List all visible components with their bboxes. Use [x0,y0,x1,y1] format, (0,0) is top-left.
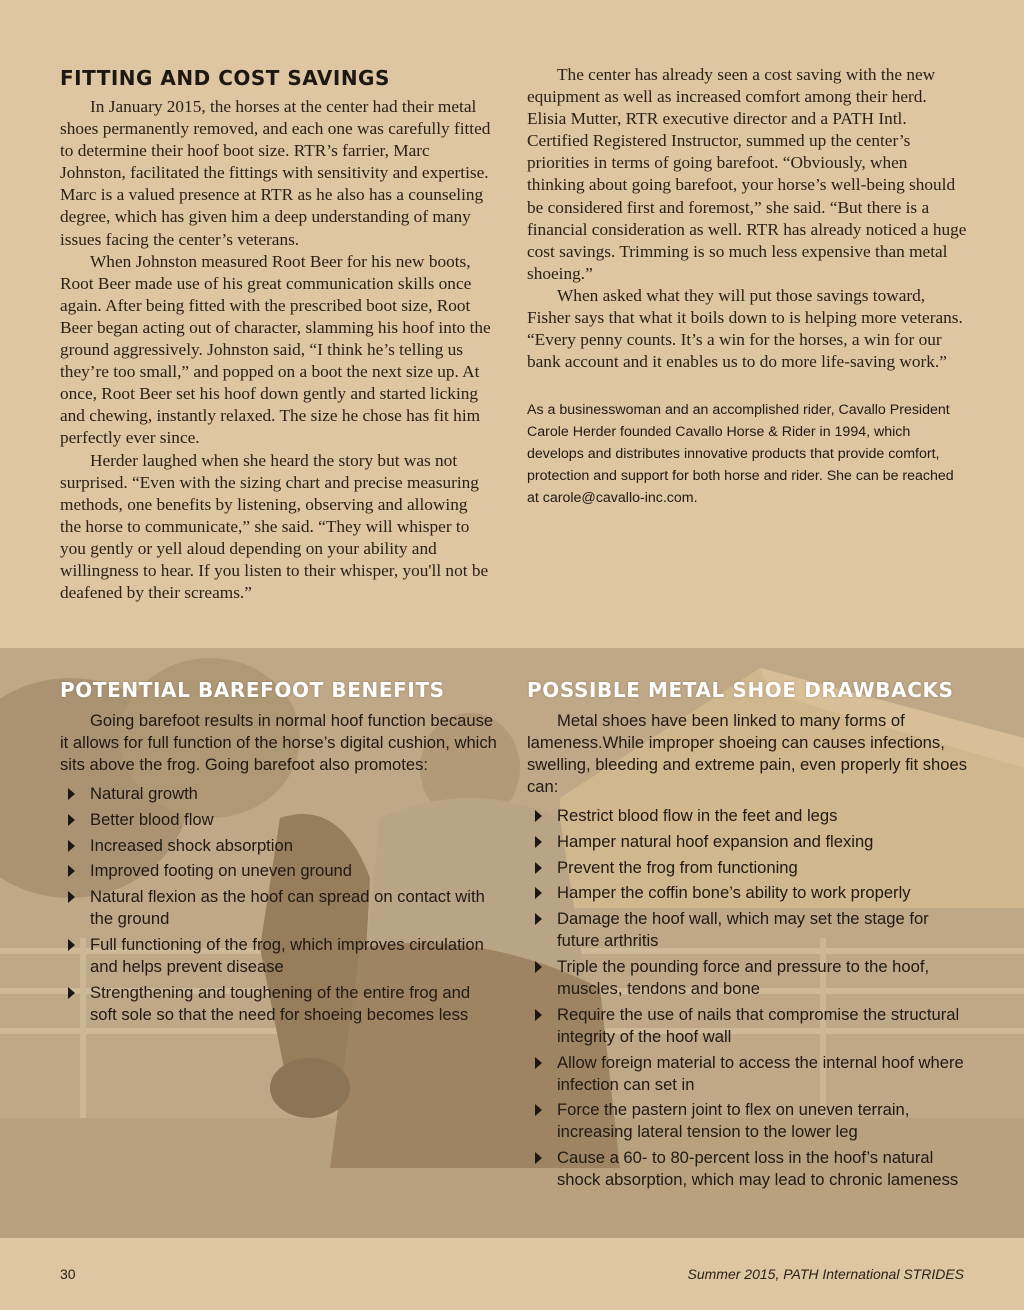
metal-shoe-drawbacks-section [527,678,972,1195]
list-item: Damage the hoof wall, which may set the stage for future arthritis [527,908,972,952]
triangle-bullet-icon [68,939,75,951]
drawbacks-list [527,805,972,1191]
list-item: Increased shock absorption [60,835,500,857]
list-item: Triple the pounding force and pressure to the hoof, muscles, tendons and bone [527,956,972,1000]
list-item: Improved footing on uneven ground [60,860,500,882]
fitting-paragraph-3: Herder laughed when she heard the story but was not surprised. “Even with the sizing chart and precise measuring methods, one benefits by listening, observing and allowing the horse to communicate,” she said. “They will whisper to you gently or yell aloud depending on your ability and willingness to hear. If you listen to their whisper, you'll not be deafened by their screams.” [60,450,489,603]
triangle-bullet-icon [68,865,75,877]
list-item: Full functioning of the frog, which improves circulation and helps prevent disease [60,934,500,978]
list-item: Allow foreign material to access the internal hoof where infection can set in [527,1052,972,1096]
list-item: Natural growth [60,783,500,805]
triangle-bullet-icon [535,961,542,973]
fitting-paragraph-2: When Johnston measured Root Beer for his new boots, Root Beer made use of his great communication skills once again. After being fitted with the prescribed boot size, Root Beer began acting out of character, slamming his hoof into the ground aggressively. Johnston said, “I think he’s telling us they’re too small,” and popped on a boot the next size up. At once, Root Beer set his hoof down gently and started licking and chewing, instantly relaxed. The size he chose has fit him perfectly ever since. [60,251,491,448]
list-item: Hamper the coffin bone’s ability to work properly [527,882,972,904]
triangle-bullet-icon [535,862,542,874]
list-item: Cause a 60- to 80-percent loss in the hoof’s natural shock absorption, which may lead to chronic lameness [527,1147,972,1191]
list-item: Force the pastern joint to flex on uneven terrain, increasing lateral tension to the lower leg [527,1099,972,1143]
benefits-heading: POTENTIAL BAREFOOT BENEFITS [60,678,445,702]
triangle-bullet-icon [535,836,542,848]
list-item: Require the use of nails that compromise the structural integrity of the hoof wall [527,1004,972,1048]
triangle-bullet-icon [535,887,542,899]
fitting-heading: FITTING AND COST SAVINGS [60,66,390,90]
benefits-list [60,783,500,1026]
list-item: Better blood flow [60,809,500,831]
publication-footer: Summer 2015, PATH International STRIDES [687,1266,964,1282]
drawbacks-intro: Metal shoes have been linked to many forms of lameness.While improper shoeing can causes infections, swelling, bleeding and extreme pain, even properly fit shoes can: [527,711,967,796]
triangle-bullet-icon [535,810,542,822]
triangle-bullet-icon [68,840,75,852]
savings-paragraph-1: The center has already seen a cost saving with the new equipment as well as increased comfort among their herd. Elisia Mutter, RTR executive director and a PATH Intl. Certified Registered Instructor, summed up the center’s priorities in terms of going barefoot. “Obviously, when thinking about going barefoot, your horse’s well-being should be considered first and foremost,” she said. “But there is a financial consideration as well. RTR has already noticed a huge cost savings. Trimming is so much less expensive than metal shoeing.” [527,65,967,283]
list-item: Hamper natural hoof expansion and flexing [527,831,972,853]
list-item: Prevent the frog from functioning [527,857,972,879]
barefoot-benefits-section [60,678,500,1030]
fitting-section [60,64,492,604]
cost-savings-continued [527,64,967,509]
list-item: Restrict blood flow in the feet and legs [527,805,972,827]
triangle-bullet-icon [68,814,75,826]
savings-paragraph-2: When asked what they will put those savings toward, Fisher says that what it boils down to is helping more veterans. “Every penny counts. It’s a win for the horses, a win for our bank account and it enables us to do more life-saving work.” [527,285,963,372]
triangle-bullet-icon [68,788,75,800]
benefits-intro: Going barefoot results in normal hoof function because it allows for full function of the horse’s digital cushion, which sits above the frog. Going barefoot also promotes: [60,711,497,774]
triangle-bullet-icon [68,987,75,999]
triangle-bullet-icon [535,1104,542,1116]
author-bio: As a businesswoman and an accomplished rider, Cavallo President Carole Herder founded Cavallo Horse & Rider in 1994, which develops and distributes innovative products that provide comfort, protection and support for both horse and rider. She can be reached at carole@cavallo-inc.com. [527,402,954,507]
triangle-bullet-icon [68,891,75,903]
list-item: Strengthening and toughening of the entire frog and soft sole so that the need for shoeing becomes less [60,982,500,1026]
list-item: Natural flexion as the hoof can spread on contact with the ground [60,886,500,930]
triangle-bullet-icon [535,913,542,925]
fitting-paragraph-1: In January 2015, the horses at the center had their metal shoes permanently removed, and each one was carefully fitted to determine their hoof boot size. RTR’s farrier, Marc Johnston, facilitated the fittings with sensitivity and expertise. Marc is a valued presence at RTR as he also has a counseling degree, which has given him a deep understanding of many issues facing the center’s veterans. [60,97,491,249]
triangle-bullet-icon [535,1009,542,1021]
triangle-bullet-icon [535,1152,542,1164]
page-number: 30 [60,1266,76,1282]
drawbacks-heading: POSSIBLE METAL SHOE DRAWBACKS [527,678,954,702]
triangle-bullet-icon [535,1057,542,1069]
